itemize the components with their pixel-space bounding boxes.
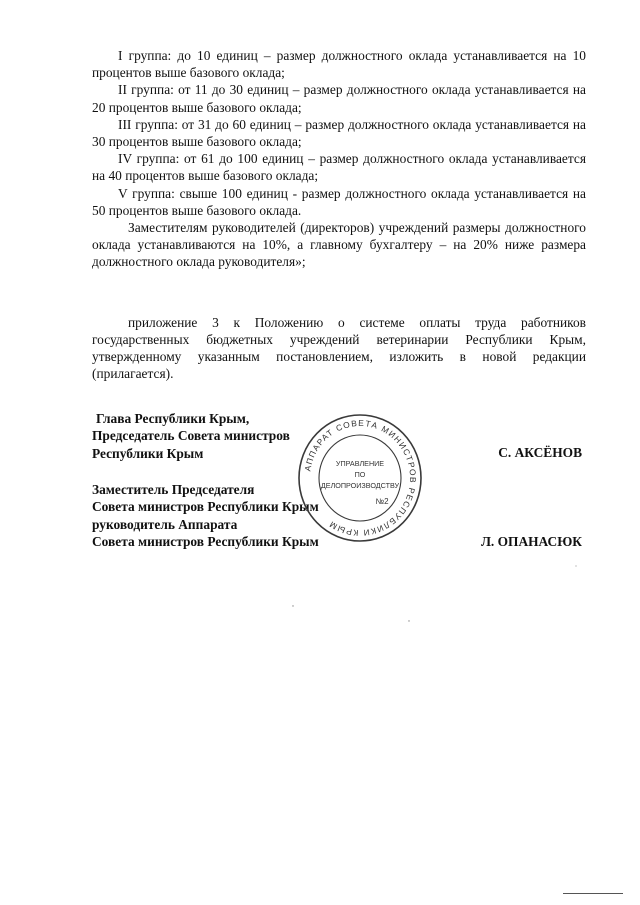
- paragraph-group-1: I группа: до 10 единиц – размер должностного оклада устанавливается на 10 процентов выше базового оклада;: [92, 48, 586, 81]
- signature-title-line: Председатель Совета министров: [92, 428, 290, 444]
- paragraph-appendix: приложение 3 к Положению о системе оплаты труда работников государственных бюджетных учреждений ветеринарии Республики Крым, утвержденному указанным постановлением, изложить в новой редакции (прилагается).: [92, 314, 586, 382]
- signature-title-line: Совета министров Республики Крым: [92, 534, 319, 550]
- stamp-center-line: ПО: [354, 470, 366, 479]
- stamp-number: №2: [375, 497, 389, 506]
- stamp-center-line: УПРАВЛЕНИЕ: [335, 459, 385, 468]
- signature-title-line: руководитель Аппарата: [92, 516, 238, 532]
- paragraph-group-5: V группа: свыше 100 единиц - размер должностного оклада устанавливается на 50 процентов выше базового оклада.: [92, 185, 586, 218]
- stamp-ring-text: АППАРАТ СОВЕТА МИНИСТРОВ РЕСПУБЛИКИ КРЫМ: [302, 417, 419, 539]
- signature-title-line: Заместитель Председателя: [92, 482, 255, 497]
- signature-title-line: Совета министров Республики Крым: [92, 499, 319, 515]
- paragraph-group-3: III группа: от 31 до 60 единиц – размер должностного оклада устанавливается на 30 процентов выше базового оклада;: [92, 116, 586, 150]
- stamp-center-line: ДЕЛОПРОИЗВОДСТВУ: [320, 481, 400, 490]
- signatory-name: Л. ОПАНАСЮК: [480, 534, 582, 549]
- paragraph-group-4: IV группа: от 61 до 100 единиц – размер должностного оклада устанавливается на 40 процентов выше базового оклада;: [92, 151, 586, 184]
- paragraph-group-2: II группа: от 11 до 30 единиц – размер должностного оклада устанавливается на 20 процентов выше базового оклада;: [92, 82, 586, 115]
- signature-title-line: Глава Республики Крым,: [96, 411, 250, 426]
- signature-title-line: Республики Крым: [92, 445, 204, 461]
- signatory-name: С. АКСЁНОВ: [498, 445, 582, 460]
- footer-rule: [563, 893, 623, 894]
- paragraph-deputies: Заместителям руководителей (директоров) учреждений размеры должностного оклада устанавливаются на 10%, а главному бухгалтеру – на 20% ниже размера должностного оклада руководителя»;: [92, 220, 586, 270]
